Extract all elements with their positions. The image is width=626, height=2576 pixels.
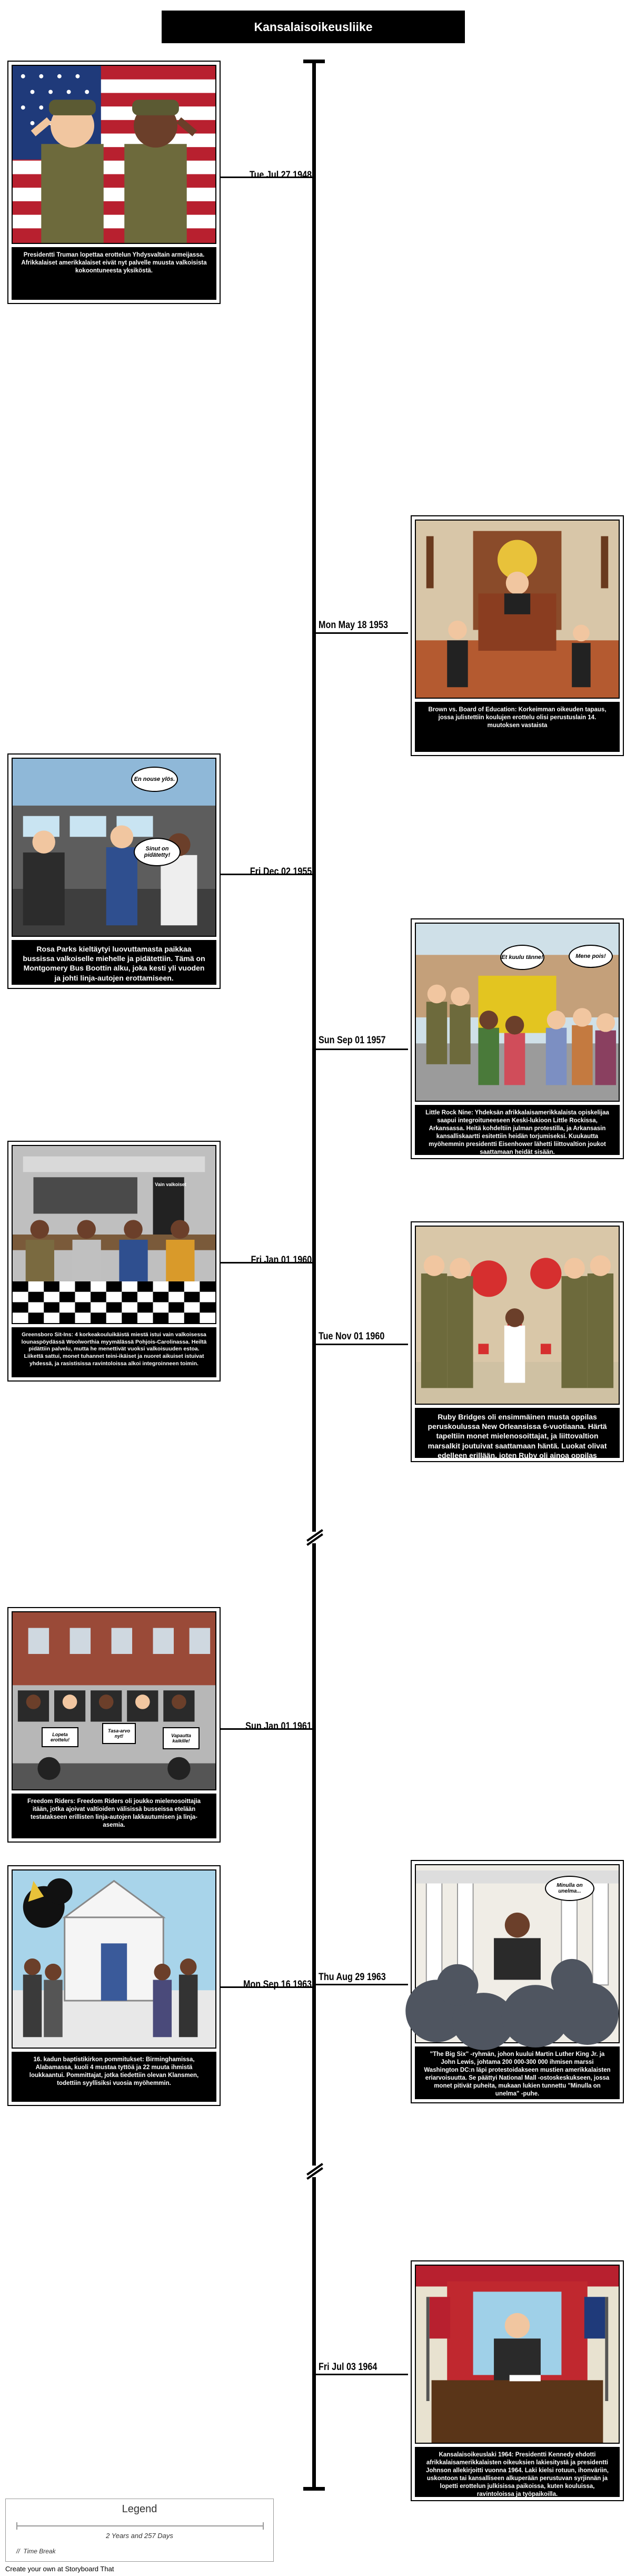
counter-sign-text: Vain valkoiset xyxy=(155,1182,186,1187)
speech-bubble xyxy=(131,767,178,792)
timeline-bottom-cap xyxy=(303,2487,325,2491)
legend-scale-line xyxy=(16,2525,264,2526)
event-card xyxy=(7,61,221,304)
time-break-icon: // xyxy=(16,2548,24,2555)
president-signing-icon xyxy=(416,2266,619,2443)
event-date: Mon Sep 16 1963 xyxy=(243,1979,312,1990)
speech-bubble xyxy=(569,945,613,968)
legend-break-label: Time Break xyxy=(23,2548,56,2555)
footer-credit[interactable]: Create your own at Storyboard That xyxy=(5,2565,114,2573)
event-card xyxy=(411,1221,624,1469)
speech-bubble-text: Minulla on unelma... xyxy=(557,1883,583,1894)
speech-bubble-text: Sinut on pidätetty! xyxy=(144,846,171,858)
event-description: Brown vs. Board of Education: Korkeimman oikeuden tapaus, jossa julistettiin koulujen erottelu olisi perustuslain 14. muutoksen vastaista xyxy=(415,702,620,752)
event-description: Kansalaisoikeuslaki 1964: Presidentti Kennedy ehdotti afrikkalaisamerikkalaisten oikeuksien lakiesitystä ja presidentti Johnson allekirjoitti vuonna 1964. Laki kielsi rotuun, ihonväriin, uskontoon tai kansalliseen alkuperään perustuvan syrjinnän ja lopetti erottelun julkisissa paikoissa, kuten kouluissa, ravintoloissa ja työpaikoilla. xyxy=(415,2447,620,2497)
event-date: Mon May 18 1953 xyxy=(319,620,388,631)
protest-sign xyxy=(102,1723,136,1744)
freedom-bus-icon xyxy=(13,1612,215,1789)
time-break-marker xyxy=(305,1532,324,1543)
speech-bubble-text: En nouse ylös. xyxy=(134,776,175,782)
soldiers-saluting-icon xyxy=(13,66,215,243)
scene-freedom-riders xyxy=(12,1611,216,1790)
page-title: Kansalaisoikeusliike xyxy=(162,11,465,43)
event-card xyxy=(7,753,221,989)
church-bombing-icon xyxy=(13,1870,215,2048)
event-card xyxy=(411,1860,624,2103)
event-description: Ruby Bridges oli ensimmäinen musta oppilas peruskoulussa New Orleansissa 6-vuotiaana. Härtä tapeltiin monet mielenosoittajat, ja liittovaltion marsalkit joutuivat saattamaan häntä. Luokat olivat edelleen erillään, joten Ruby oli ainoa oppilas opettajansa luokassa. xyxy=(415,1408,620,1458)
event-date: Fri Jan 01 1960 xyxy=(251,1255,312,1266)
event-date: Fri Dec 02 1955 xyxy=(250,866,312,877)
legend-time-break xyxy=(16,2548,56,2555)
event-date: Tue Jul 27 1948 xyxy=(249,170,312,181)
event-description: Greensboro Sit-Ins: 4 korkeakouluikäistä miestä istui vain valkoisessa lounaspöydässä Woolworthia myymälässä Pohjois-Carolinassa. Heiltä pidättiin palvelu, mutta he menettivät vuoksi valkoisuuden estoa. Liikettä sattui, monet tuhannet teini-ikäiset ja nuoret aikuiset istuivat yhdessä, ja rasistisissa ravintoloissa alkoi integroinneen toimin. xyxy=(12,1327,216,1377)
counter-sign xyxy=(155,1182,186,1187)
event-card xyxy=(7,1865,221,2106)
speech-bubble xyxy=(134,838,181,866)
connector-line xyxy=(316,2374,408,2375)
event-date: Fri Jul 03 1964 xyxy=(319,2362,377,2373)
legend-span: 2 Years and 257 Days xyxy=(106,2532,173,2540)
event-date: Thu Aug 29 1963 xyxy=(319,1972,386,1983)
protest-sign-text: Tasa-arvo nyt! xyxy=(107,1728,131,1739)
scene-march xyxy=(415,1864,620,2043)
scene-civil-rights-act xyxy=(415,2265,620,2444)
protest-sign-text: Vapautta kaikille! xyxy=(171,1733,191,1744)
scene-courtroom xyxy=(415,520,620,699)
bus-arrest-icon xyxy=(13,759,215,936)
event-description: 16. kadun baptistikirkon pommitukset: Birminghamissa, Alabamassa, kuoli 4 mustaa tyttöä ja 22 muuta ihmistä loukkaantui. Pommittajat, jotka tiedettiin olevan Klansmen, todettiin syyllisiksi vuosia myöhemmin. xyxy=(12,2052,216,2102)
scene-sit-in xyxy=(12,1145,216,1324)
protest-sign xyxy=(163,1727,200,1749)
event-card xyxy=(411,918,624,1159)
connector-line xyxy=(316,632,408,634)
legend xyxy=(5,2499,274,2562)
event-description: Presidentti Truman lopettaa erottelun Yhdysvaltain armeijassa. Afrikkalaiset amerikkalaiset eivät nyt palvelle muusta valkoisista kokoontuneesta yksiköstä. xyxy=(12,247,216,300)
event-card xyxy=(7,1141,221,1382)
time-break-marker xyxy=(305,2166,324,2177)
event-description: Freedom Riders: Freedom Riders oli joukko mielenosoittajia itään, jotka ajoivat valtioiden välisissä busseissa etelään testatakseen erillisten linja-autojen lakkautumisen ja linja-asemia. xyxy=(12,1794,216,1838)
timeline-axis xyxy=(312,61,316,2489)
speech-bubble xyxy=(500,945,544,970)
speech-bubble-text: Mene pois! xyxy=(575,953,606,959)
protest-sign xyxy=(42,1727,78,1747)
event-card xyxy=(411,2260,624,2501)
scene-little-rock xyxy=(415,923,620,1102)
scene-bus xyxy=(12,758,216,937)
legend-title: Legend xyxy=(122,2503,157,2515)
legend-tick xyxy=(263,2522,264,2530)
event-date: Tue Nov 01 1960 xyxy=(319,1331,385,1342)
event-card xyxy=(411,515,624,756)
ruby-marshals-icon xyxy=(416,1227,619,1404)
connector-line xyxy=(316,1344,408,1345)
scene-soldiers xyxy=(12,65,216,244)
speech-bubble-text: Et kuulu tänne! xyxy=(501,954,543,961)
legend-tick xyxy=(16,2522,17,2530)
speech-bubble xyxy=(545,1876,594,1901)
scene-church-bombing xyxy=(12,1869,216,2049)
event-description: "The Big Six" -ryhmän, johon kuului Martin Luther King Jr. ja John Lewis, johtama 200 000-300 000 ihmisen marssi Washington DC:n läpi protestoidakseen mustien amerikkalaisten eriarvoisuutta. Se päättyi National Mall -ostoskeskukseen, jossa monet pitivät puheita, mukaan lukien tunnettu "Minulla on unelma" -puhe. xyxy=(415,2046,620,2099)
protest-sign-text: Lopeta erottelu! xyxy=(51,1732,69,1742)
event-description: Little Rock Nine: Yhdeksän afrikkalaisamerikkalaista opiskelijaa saapui integroituneeseen Keski-lukioon Little Rockissa, Arkansassa. Heitä kohdeltiin julman protestilla, ja Arkansasin kansalliskaartti esitettiin heidän torjumiseksi. Kuukautta myöhemmin presidentti Eisenhower lähetti liittovaltion joukot saattamaan heidät sisään. xyxy=(415,1105,620,1155)
event-date: Sun Jan 01 1961 xyxy=(245,1721,312,1732)
connector-line xyxy=(316,1049,408,1050)
lunch-counter-icon xyxy=(13,1146,215,1323)
event-date: Sun Sep 01 1957 xyxy=(319,1035,386,1046)
scene-ruby-bridges xyxy=(415,1226,620,1405)
connector-line xyxy=(316,1984,408,1985)
timeline-top-cap xyxy=(303,60,325,63)
event-description: Rosa Parks kieltäytyi luovuttamasta paikkaa bussissa valkoiselle miehelle ja pidätettiin. Tämä on Montgomery Bus Boottin alku, joka kesti yli vuoden ja johti linja-autojen erottamiseen. xyxy=(12,940,216,985)
courtroom-icon xyxy=(416,521,619,698)
event-card xyxy=(7,1607,221,1843)
